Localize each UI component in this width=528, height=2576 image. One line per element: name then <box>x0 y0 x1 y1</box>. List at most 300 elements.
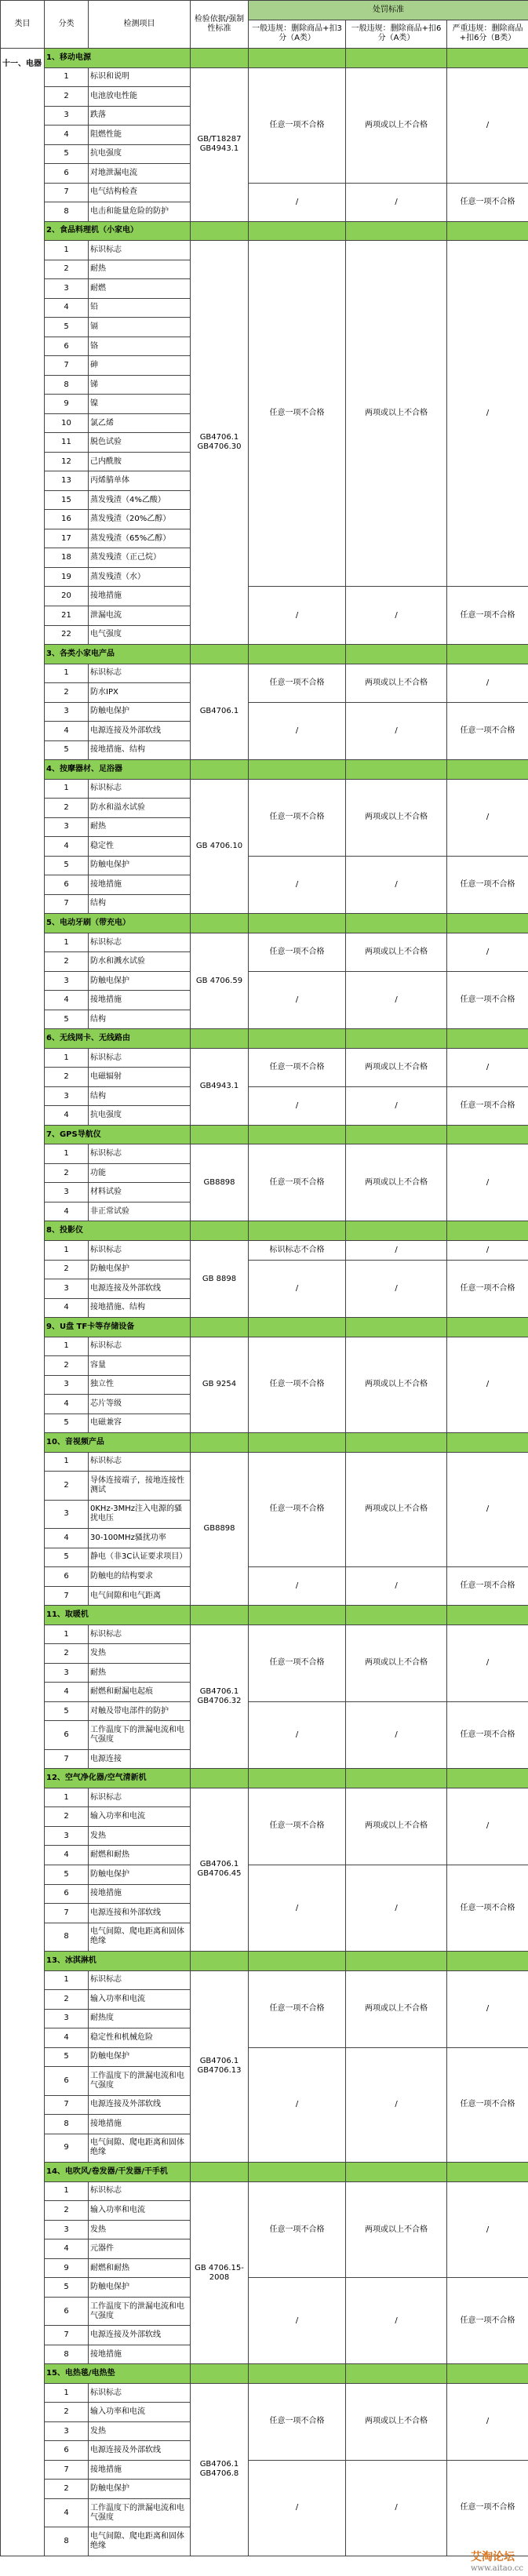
item-name: 接地措施 <box>89 2345 191 2364</box>
item-number: 4 <box>45 298 89 318</box>
section-band <box>249 2163 346 2182</box>
penalty-cell-3: / <box>447 933 528 971</box>
section-band <box>346 1769 447 1788</box>
item-number: 5 <box>45 1414 89 1433</box>
item-number: 8 <box>45 2115 89 2134</box>
table-row <box>1 2278 528 2298</box>
item-number: 6 <box>45 1884 89 1904</box>
item-name: 对地泄漏电流 <box>89 164 191 184</box>
item-number: 1 <box>45 2181 89 2201</box>
penalty-cell-1: 任意一项不合格 <box>249 1144 346 1221</box>
item-number: 5 <box>45 856 89 875</box>
penalty-cell-2: / <box>346 587 447 645</box>
penalty-cell-3: / <box>447 1337 528 1433</box>
item-number: 1 <box>45 1144 89 1164</box>
item-number: 3 <box>45 2220 89 2239</box>
section-band <box>249 1606 346 1625</box>
table-row <box>1 183 528 202</box>
header-p2: 一般违规：删除商品+扣6分（A类） <box>346 20 447 49</box>
section-row <box>1 760 528 780</box>
section-row <box>1 2364 528 2384</box>
table-row <box>1 1625 528 1644</box>
item-number: 4 <box>45 1846 89 1865</box>
item-name: 接地措施 <box>89 991 191 1010</box>
section-band <box>191 1433 249 1453</box>
item-name: 电源连接 <box>89 1749 191 1769</box>
penalty-cell-1: 任意一项不合格 <box>249 2383 346 2460</box>
table-row <box>1 702 528 722</box>
section-band <box>346 2163 447 2182</box>
section-title: 11、取暖机 <box>45 1606 191 1625</box>
item-number: 11 <box>45 433 89 453</box>
item-name: 接地措施、结构 <box>89 1298 191 1318</box>
item-number: 7 <box>45 1586 89 1606</box>
penalty-cell-2: 两项或以上不合格 <box>346 1048 447 1086</box>
item-name: 跌落 <box>89 106 191 126</box>
item-number: 1 <box>45 1788 89 1807</box>
item-name: 芯片等级 <box>89 1395 191 1414</box>
section-band <box>447 760 528 780</box>
item-number: 3 <box>45 702 89 722</box>
penalty-cell-1: / <box>249 183 346 221</box>
header-std: 检验依据/强制性标准 <box>191 1 249 49</box>
item-number: 6 <box>45 1567 89 1587</box>
section-title: 5、电动牙刷（带充电） <box>45 914 191 933</box>
penalty-cell-3: / <box>447 2181 528 2278</box>
penalty-cell-2: / <box>346 971 447 1029</box>
item-number: 1 <box>45 933 89 952</box>
section-band <box>346 2364 447 2384</box>
section-row <box>1 1769 528 1788</box>
item-number: 7 <box>45 894 89 914</box>
penalty-cell-2: 两项或以上不合格 <box>346 2181 447 2278</box>
item-name: 静电（非3C认证要求项目） <box>89 1548 191 1567</box>
item-number: 4 <box>45 722 89 741</box>
section-band <box>447 2364 528 2384</box>
item-name: 耐热度 <box>89 2009 191 2028</box>
table-row <box>1 1241 528 1261</box>
item-number: 9 <box>45 395 89 414</box>
item-name: 结构 <box>89 1010 191 1029</box>
item-name: 电源连接及外部软线 <box>89 2441 191 2461</box>
table-row <box>1 1970 528 1990</box>
section-band <box>447 914 528 933</box>
penalty-cell-2: 两项或以上不合格 <box>346 1337 447 1433</box>
table-row <box>1 971 528 991</box>
section-band <box>447 49 528 68</box>
item-number: 6 <box>45 875 89 895</box>
table-row <box>1 1865 528 1884</box>
item-name: 发热 <box>89 2220 191 2239</box>
item-name: 输入功率和电流 <box>89 1807 191 1827</box>
item-name: 材料试验 <box>89 1183 191 1202</box>
section-band <box>346 1221 447 1241</box>
item-name: 防水IPX <box>89 683 191 703</box>
penalty-cell-1: 任意一项不合格 <box>249 664 346 702</box>
penalty-cell-3: 任意一项不合格 <box>447 2460 528 2556</box>
item-name: 结构 <box>89 1086 191 1106</box>
penalty-cell-1: 任意一项不合格 <box>249 2181 346 2278</box>
table-row <box>1 856 528 875</box>
item-name: 30-100MHz骚扰功率 <box>89 1529 191 1548</box>
header-cat: 类目 <box>1 1 45 49</box>
item-name: 输入功率和电流 <box>89 2403 191 2422</box>
penalty-cell-1: 任意一项不合格 <box>249 1625 346 1701</box>
section-band <box>191 1318 249 1337</box>
penalty-cell-2: / <box>346 183 447 221</box>
penalty-cell-1: / <box>249 2047 346 2163</box>
standard-cell: GB 4706.15-2008 <box>191 2181 249 2364</box>
item-number: 4 <box>45 2239 89 2259</box>
item-name: 输入功率和电流 <box>89 2201 191 2221</box>
item-name: 防水和溢水试验 <box>89 799 191 818</box>
item-number: 3 <box>45 2421 89 2441</box>
item-number: 8 <box>45 375 89 395</box>
item-number: 2 <box>45 87 89 107</box>
section-band <box>191 645 249 664</box>
table-row <box>1 664 528 683</box>
table-row <box>1 2460 528 2480</box>
penalty-cell-2: / <box>346 856 447 914</box>
section-band <box>346 1125 447 1144</box>
standard-cell: GB8898 <box>191 1452 249 1606</box>
item-number: 4 <box>45 1683 89 1702</box>
item-number: 7 <box>45 2095 89 2115</box>
category-cell: 十一、电器 <box>1 49 45 2556</box>
item-name: 耐热 <box>89 260 191 279</box>
item-number: 3 <box>45 1500 89 1529</box>
penalty-cell-2: 两项或以上不合格 <box>346 1788 447 1865</box>
item-number: 1 <box>45 1452 89 1472</box>
item-name: 标识标志 <box>89 1788 191 1807</box>
item-name: 电气结构检查 <box>89 183 191 202</box>
penalty-cell-1: / <box>249 2278 346 2364</box>
item-number: 5 <box>45 2278 89 2298</box>
section-band <box>249 1769 346 1788</box>
penalty-cell-2: / <box>346 1567 447 1606</box>
item-name: 泄漏电流 <box>89 606 191 625</box>
section-band <box>346 1433 447 1453</box>
penalty-cell-2: 两项或以上不合格 <box>346 1144 447 1221</box>
item-number: 1 <box>45 1625 89 1644</box>
item-number: 5 <box>45 740 89 760</box>
section-band <box>346 645 447 664</box>
table-row <box>1 2047 528 2067</box>
section-band <box>447 645 528 664</box>
item-number: 3 <box>45 106 89 126</box>
item-name: 铅 <box>89 298 191 318</box>
item-number: 2 <box>45 1356 89 1376</box>
section-title: 9、U盘 TF卡等存储设备 <box>45 1318 191 1337</box>
item-name: 标识标志 <box>89 664 191 683</box>
item-name: 元器件 <box>89 2239 191 2259</box>
penalty-cell-2: 两项或以上不合格 <box>346 1970 447 2047</box>
penalty-cell-3: / <box>447 1625 528 1701</box>
item-number: 2 <box>45 2480 89 2499</box>
item-number: 6 <box>45 2441 89 2461</box>
section-row <box>1 1606 528 1625</box>
standard-cell: GB/T18287 GB4943.1 <box>191 67 249 221</box>
penalty-cell-1: / <box>249 1865 346 1951</box>
penalty-cell-3: / <box>447 2383 528 2460</box>
item-name: 标识标志 <box>89 1048 191 1068</box>
section-title: 1、移动电源 <box>45 49 191 68</box>
penalty-cell-1: / <box>249 2460 346 2556</box>
item-name: 防触电保护 <box>89 2480 191 2499</box>
item-number: 12 <box>45 452 89 471</box>
item-number: 5 <box>45 1548 89 1567</box>
standard-cell: GB4943.1 <box>191 1048 249 1125</box>
section-title: 4、按摩器材、足浴器 <box>45 760 191 780</box>
item-name: 标识标志 <box>89 1970 191 1990</box>
item-number: 4 <box>45 1202 89 1221</box>
item-number: 2 <box>45 1644 89 1664</box>
item-name: 电磁兼容 <box>89 1414 191 1433</box>
item-number: 6 <box>45 2297 89 2326</box>
section-band <box>249 914 346 933</box>
item-number: 2 <box>45 1260 89 1279</box>
penalty-cell-3: 任意一项不合格 <box>447 1865 528 1951</box>
penalty-cell-1: / <box>249 856 346 914</box>
item-name: 耐燃和耐热 <box>89 2258 191 2278</box>
item-number: 8 <box>45 2345 89 2364</box>
penalty-cell-1: / <box>249 587 346 645</box>
penalty-cell-3: 任意一项不合格 <box>447 1086 528 1125</box>
penalty-cell-1: 任意一项不合格 <box>249 779 346 856</box>
penalty-cell-1: / <box>249 1701 346 1769</box>
section-band <box>447 221 528 241</box>
table-row <box>1 933 528 952</box>
item-number: 3 <box>45 1375 89 1395</box>
section-title: 6、无线网卡、无线路由 <box>45 1029 191 1049</box>
item-number: 2 <box>45 1807 89 1827</box>
item-name: 工作温度下的泄漏电流和电气强度 <box>89 2498 191 2527</box>
penalty-cell-3: 任意一项不合格 <box>447 1567 528 1606</box>
item-number: 5 <box>45 318 89 337</box>
penalty-cell-2: / <box>346 2047 447 2163</box>
item-number: 8 <box>45 2527 89 2556</box>
item-name: 阻燃性能 <box>89 126 191 145</box>
item-name: 0KHz-3MHz注入电源的骚扰电压 <box>89 1500 191 1529</box>
section-band <box>346 49 447 68</box>
item-number: 3 <box>45 279 89 299</box>
penalty-cell-1: 任意一项不合格 <box>249 1337 346 1433</box>
item-name: 电池放电性能 <box>89 87 191 107</box>
section-band <box>346 914 447 933</box>
item-name: 耐燃和耐热 <box>89 1846 191 1865</box>
section-band <box>447 1606 528 1625</box>
item-name: 电气强度 <box>89 625 191 645</box>
item-name: 丙烯腈单体 <box>89 471 191 491</box>
item-number: 8 <box>45 1923 89 1952</box>
item-number: 3 <box>45 1663 89 1683</box>
table-row <box>1 1144 528 1164</box>
standard-cell: GB4706.1 GB4706.8 <box>191 2383 249 2556</box>
table-row <box>1 1086 528 1106</box>
item-name: 电气间隙和电气距离 <box>89 1586 191 1606</box>
item-number: 4 <box>45 1106 89 1126</box>
item-number: 6 <box>45 164 89 184</box>
section-band <box>346 1318 447 1337</box>
item-name: 蒸发残渣（正己烷） <box>89 548 191 568</box>
item-name: 标识标志 <box>89 1144 191 1164</box>
item-number: 4 <box>45 2028 89 2048</box>
penalty-cell-3: / <box>447 779 528 856</box>
item-number: 3 <box>45 817 89 837</box>
item-name: 镍 <box>89 395 191 414</box>
section-row <box>1 2163 528 2182</box>
standard-cell: GB4706.1 GB4706.32 <box>191 1625 249 1769</box>
table-row <box>1 1701 528 1721</box>
item-number: 7 <box>45 1904 89 1923</box>
item-number: 4 <box>45 837 89 857</box>
table-row <box>1 67 528 87</box>
section-band <box>191 1769 249 1788</box>
penalty-cell-3: / <box>447 664 528 702</box>
item-name: 发热 <box>89 2421 191 2441</box>
item-number: 7 <box>45 1749 89 1769</box>
penalty-cell-2: 两项或以上不合格 <box>346 933 447 971</box>
item-name: 接地措施 <box>89 2115 191 2134</box>
item-number: 10 <box>45 413 89 433</box>
section-band <box>191 1606 249 1625</box>
item-number: 1 <box>45 1970 89 1990</box>
section-band <box>191 2364 249 2384</box>
penalty-cell-1: 任意一项不合格 <box>249 1970 346 2047</box>
section-band <box>447 1029 528 1049</box>
section-band <box>249 1318 346 1337</box>
standard-cell: GB 4706.10 <box>191 779 249 914</box>
item-name: 发热 <box>89 1644 191 1664</box>
item-number: 4 <box>45 2498 89 2527</box>
penalty-cell-3: 任意一项不合格 <box>447 587 528 645</box>
penalty-cell-1: 任意一项不合格 <box>249 1452 346 1567</box>
item-name: 防触电保护 <box>89 856 191 875</box>
penalty-cell-3: 任意一项不合格 <box>447 702 528 760</box>
item-name: 标识标志 <box>89 779 191 799</box>
item-number: 7 <box>45 183 89 202</box>
section-band <box>191 1029 249 1049</box>
penalty-cell-1: / <box>249 1567 346 1606</box>
penalty-cell-3: / <box>447 1452 528 1567</box>
penalty-cell-2: 两项或以上不合格 <box>346 2383 447 2460</box>
section-title: 13、冰淇淋机 <box>45 1952 191 1971</box>
watermark-sub: www.aitao.cc <box>470 2564 523 2573</box>
item-name: 独立性 <box>89 1375 191 1395</box>
penalty-cell-2: 两项或以上不合格 <box>346 779 447 856</box>
penalty-cell-1: 任意一项不合格 <box>249 1788 346 1865</box>
section-band <box>346 1029 447 1049</box>
item-number: 8 <box>45 202 89 222</box>
item-name: 耐热 <box>89 817 191 837</box>
item-name: 防触电保护 <box>89 2047 191 2067</box>
penalty-cell-1: 任意一项不合格 <box>249 933 346 971</box>
penalty-cell-3: / <box>447 1970 528 2047</box>
item-name: 蒸发残渣（20%乙醇） <box>89 510 191 529</box>
item-name: 接地措施、结构 <box>89 740 191 760</box>
item-number: 9 <box>45 2134 89 2163</box>
penalty-cell-3: / <box>447 1241 528 1261</box>
penalty-cell-2: / <box>346 702 447 760</box>
watermark-logo <box>471 2549 523 2573</box>
section-band <box>346 221 447 241</box>
item-name: 蒸发残渣（65%乙醇） <box>89 529 191 548</box>
penalty-cell-1: 任意一项不合格 <box>249 241 346 587</box>
item-name: 蒸发残渣（4%乙酸） <box>89 490 191 510</box>
item-number: 1 <box>45 1241 89 1261</box>
item-name: 标识标志 <box>89 933 191 952</box>
header-p3: 严重违规：删除商品+扣6分（B类） <box>447 20 528 49</box>
item-number: 17 <box>45 529 89 548</box>
item-name: 防触电的结构要求 <box>89 1567 191 1587</box>
table-row <box>1 1048 528 1068</box>
item-number: 4 <box>45 126 89 145</box>
penalty-cell-3: 任意一项不合格 <box>447 971 528 1029</box>
item-number: 3 <box>45 1086 89 1106</box>
item-name: 发热 <box>89 1826 191 1846</box>
section-band <box>249 1221 346 1241</box>
section-band <box>191 2163 249 2182</box>
item-number: 19 <box>45 567 89 587</box>
item-name: 砷 <box>89 356 191 376</box>
item-number: 1 <box>45 1337 89 1356</box>
standard-cell: GB4706.1 GB4706.30 <box>191 241 249 645</box>
item-number: 6 <box>45 2067 89 2096</box>
item-number: 1 <box>45 67 89 87</box>
item-name: 结构 <box>89 894 191 914</box>
penalty-cell-3: 任意一项不合格 <box>447 2047 528 2163</box>
item-name: 标识标志 <box>89 241 191 260</box>
penalty-cell-3: / <box>447 241 528 587</box>
standard-cell: GB8898 <box>191 1144 249 1221</box>
section-row <box>1 1433 528 1453</box>
item-number: 5 <box>45 2047 89 2067</box>
penalty-cell-3: / <box>447 67 528 183</box>
item-number: 4 <box>45 1395 89 1414</box>
item-name: 电源连接及外部软线 <box>89 2095 191 2115</box>
penalty-cell-2: / <box>346 2460 447 2556</box>
item-number: 2 <box>45 260 89 279</box>
item-name: 电源连接及外部软线 <box>89 722 191 741</box>
item-name: 对触及带电部件的防护 <box>89 1701 191 1721</box>
item-number: 6 <box>45 337 89 356</box>
item-name: 防触电保护 <box>89 2278 191 2298</box>
penalty-cell-2: / <box>346 1086 447 1125</box>
item-name: 己内酰胺 <box>89 452 191 471</box>
item-name: 防水和溅水试验 <box>89 952 191 972</box>
item-name: 接地措施 <box>89 1884 191 1904</box>
penalty-cell-3: / <box>447 1788 528 1865</box>
item-name: 铬 <box>89 337 191 356</box>
penalty-cell-2: / <box>346 1701 447 1769</box>
standard-cell: GB 9254 <box>191 1337 249 1433</box>
section-band <box>346 760 447 780</box>
item-number: 2 <box>45 952 89 972</box>
item-name: 防触电保护 <box>89 971 191 991</box>
item-name: 耐热 <box>89 1663 191 1683</box>
section-band <box>447 2163 528 2182</box>
item-name: 工作温度下的泄漏电流和电气强度 <box>89 2067 191 2096</box>
section-title: 3、各类小家电产品 <box>45 645 191 664</box>
item-number: 2 <box>45 2201 89 2221</box>
penalty-cell-2: 两项或以上不合格 <box>346 664 447 702</box>
item-number: 9 <box>45 2258 89 2278</box>
item-number: 1 <box>45 1048 89 1068</box>
item-name: 接地措施 <box>89 875 191 895</box>
item-number: 7 <box>45 2460 89 2480</box>
section-band <box>249 49 346 68</box>
section-band <box>447 1318 528 1337</box>
